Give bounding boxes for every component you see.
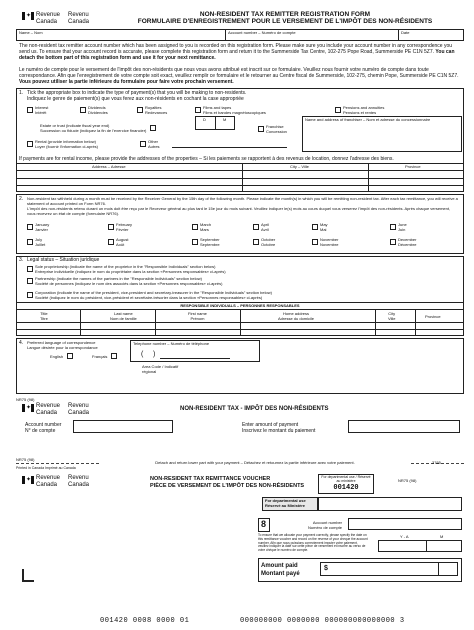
month-label: M xyxy=(223,117,227,122)
mid-enter-amount-label: Enter amount of payment Inscrivez le montant du paiement xyxy=(242,422,316,434)
section-3-number: 3. xyxy=(19,257,24,263)
month-november[interactable]: November Novembre xyxy=(312,237,338,247)
voucher-date-field[interactable] xyxy=(378,540,462,552)
mid-canada-label: Canada xyxy=(36,410,58,416)
payment-dividends[interactable]: Dividends Dividendes xyxy=(80,105,108,115)
legal-corporation[interactable]: Corporation (indicate the name of the president, vice-president and secretary-treasurer in the "Responsible Individuals" section below) Société (indiquez le nom du président, vice-président et secrétaire-trésorier dans la section «Personnes responsables» ci-après) xyxy=(27,290,272,300)
mid-amount-field[interactable] xyxy=(348,420,460,433)
month-december[interactable]: December Décembre xyxy=(390,237,416,247)
language-label: Preferred language of correspondence Langue désirée pour la correspondance xyxy=(27,340,98,350)
section-3-title: Legal status – Situation juridique xyxy=(27,257,100,263)
canada-flag-icon: ✦ xyxy=(22,476,34,484)
canada-fr-label: Canada xyxy=(68,19,90,25)
lang-french-option[interactable]: Français xyxy=(92,353,119,359)
canada-flag-icon: ✦ xyxy=(22,404,34,412)
voucher-account-field[interactable] xyxy=(348,518,462,530)
payment-films[interactable]: Films and tapes Films et bandes magnétoscopiques xyxy=(195,105,266,115)
payment-rental[interactable]: Rental (provide information below) Loyer (fournir l'information ci-après) xyxy=(27,139,98,149)
month-june[interactable]: June Juin xyxy=(390,222,407,232)
area-code-parens: ( ) xyxy=(141,351,156,358)
rental-note: If payments are for rental income, please provide the addresses of the properties – Si les paiements se rapportent à des revenus de location, donnez l'adresse des biens. xyxy=(19,156,394,162)
month-february[interactable]: February Février xyxy=(108,222,132,232)
col-last-name: Last name Nom de famille xyxy=(110,311,137,321)
voucher-dept-label: For departmental use / Réservé au ministère xyxy=(321,475,371,483)
month-may[interactable]: May Mai xyxy=(312,222,328,232)
payment-royalties[interactable]: Royalties Redevances xyxy=(137,105,167,115)
printed-in-canada: Printed in Canada Imprimé au Canada xyxy=(16,466,76,470)
mid-account-field[interactable] xyxy=(73,420,173,433)
payment-pensions[interactable]: Pensions and annuities Pensions et rentes xyxy=(335,105,384,115)
responsible-individuals-title: RESPONSIBLE INDIVIDUALS – PERSONNES RESPONSABLES xyxy=(180,303,300,308)
month-march[interactable]: March Mars xyxy=(192,222,211,232)
franchiser-label: Name and address of franchiser – Nom et adresse du concessionnaire xyxy=(305,117,431,122)
voucher-revenu-label: Revenu xyxy=(68,475,89,481)
col-city: City Ville xyxy=(388,311,396,321)
year-label: Y - A xyxy=(400,534,409,539)
month-january[interactable]: January Janvier xyxy=(27,222,49,232)
corner-mark xyxy=(22,580,34,582)
name-field[interactable]: Name – Nom xyxy=(19,30,43,35)
form-title-en: NON-RESIDENT TAX REMITTER REGISTRATION FORM xyxy=(199,11,371,18)
city-col-header: City – Ville xyxy=(290,164,309,169)
ocr-code-line: 001420 0008 0000 01 xyxy=(100,617,190,625)
voucher-eight: 8 xyxy=(261,519,267,529)
province-col-header: Province xyxy=(405,164,421,169)
col-province: Province xyxy=(425,314,441,319)
mid-revenue-label: Revenue xyxy=(36,403,61,409)
dollar-sign: $ xyxy=(324,565,328,572)
day-label: D xyxy=(203,117,206,122)
amount-paid-label: Amount paid Montant payé xyxy=(261,563,300,577)
telephone-label: Telephone number – Numéro de téléphone xyxy=(133,341,210,346)
mid-revenu-label: Revenu xyxy=(68,403,89,409)
departmental-use-label: For departmental use Réservé au Ministère xyxy=(265,498,306,508)
account-number-field[interactable]: Account number – Numéro de compte xyxy=(228,30,296,35)
date-field[interactable]: Date xyxy=(401,30,410,35)
payment-other[interactable]: Other Autres xyxy=(140,139,160,149)
voucher-canada-label: Canada xyxy=(36,482,58,488)
payment-estate-trust[interactable]: Estate or trust (indicate fiscal year end) Succession ou fiducie (indiquez la fin de l'exercice financier) xyxy=(40,123,158,133)
detach-instruction: Detach and return lower part with your payment – Détachez et retournez la partie inférieure avec votre paiement. xyxy=(100,460,410,465)
section-1-instruction: Tick the appropriate box to indicate the type of payment(s) that you will be making to non-residents. Indiquez le genre de paiement(s) que vous ferez aux non-résidents en cochant la case appropriée xyxy=(27,90,247,102)
tear-form-number: NR75 (98) xyxy=(16,457,35,462)
area-code-label: Area Code / Indicatif régional xyxy=(142,364,179,374)
mid-form-number: NR75 (98) xyxy=(16,397,35,402)
voucher-title: NON-RESIDENT TAX REMITTANCE VOUCHER PIÈCE DE VERSEMENT DE L'IMPÔT DES NON-RÉSIDENTS xyxy=(150,476,305,489)
month-september[interactable]: September Septembre xyxy=(192,237,220,247)
ocr-code-line-2: 000000000 0000000 000000000000000 3 xyxy=(240,617,405,625)
section-2-number: 2. xyxy=(19,196,24,202)
voucher-account-label: Account number Numéro de compte xyxy=(308,520,343,530)
intro-text-en: The non-resident tax remitter account number which has been assigned to you is recorded on this registration form. Please make sure you include your account number in any correspondence you send us. To ensure that your account record is accurate, please complete this registration form and return it to the Summerside Tax Centre, 102-275 Pope Road, Summerside PE C1N 5Z7. You can detach the bottom part of this registration form and use it for your next remittance. xyxy=(19,43,455,61)
legal-sole-proprietorship[interactable]: Sole proprietorship (indicate the name of the proprietor in the "Responsible Individuals" section below) Entreprise individuelle (indiquez le nom du propriétaire dans la section «Personnes responsables» ci-après) xyxy=(27,264,226,274)
section-4-number: 4. xyxy=(19,340,24,346)
intro-text-fr: Le numéro de compte pour le versement de l'impôt des non-résidents que nous vous avons attribué est inscrit sur ce formulaire. Veuillez nous fournir votre numéro de compte dans toute correspondance. Afin que l'enregistrement de votre compte soit exact, veuillez remplir ce formulaire et le retourner au Centre fiscal de Summerside, 102-275, chemin Pope, Summerside PE C1N 5Z7. Vous pouvez utiliser la partie inférieure du formulaire pour faire votre prochain versement. xyxy=(19,67,459,85)
month-october[interactable]: October Octobre xyxy=(253,237,275,247)
canada-en-label: Canada xyxy=(36,19,58,25)
voucher-form-number: NR75 (98) xyxy=(398,478,417,483)
col-home-address: Home address Adresse du domicile xyxy=(278,311,315,321)
month-april[interactable]: April Avril xyxy=(253,222,269,232)
month-august[interactable]: August Août xyxy=(108,237,128,247)
voucher-notice: To ensure that we allocate your payment correctly, please specify the date on this remittance voucher and record on the reverse of your cheque the account number. Afin que nous puissions correctement imputer votre paiement, veuillez indiquer la date sur cette pièce de versement et inscrire au verso de votre chèque le numéro de compte. xyxy=(258,533,368,553)
canada-flag-icon: ✦ xyxy=(22,12,34,20)
payment-interest[interactable]: Interest Intérêt xyxy=(27,105,48,115)
form-title-fr: FORMULAIRE D'ENREGISTREMENT POUR LE VERSEMENT DE L'IMPÔT DES NON-RÉSIDENTS xyxy=(137,18,433,25)
voucher-code: 001420 xyxy=(333,484,359,492)
payment-franchise[interactable]: Franchise Concession xyxy=(258,124,287,134)
address-col-header: Address – Adresse xyxy=(92,164,126,169)
mid-title: NON-RESIDENT TAX - IMPÔT DES NON-RÉSIDENTS xyxy=(180,406,329,412)
month-label: M xyxy=(440,534,444,539)
col-first-name: First name Prénom xyxy=(188,311,207,321)
mid-canada-fr-label: Canada xyxy=(68,410,90,416)
voucher-revenue-label: Revenue xyxy=(36,475,61,481)
lang-english-option[interactable]: English xyxy=(50,353,75,359)
section-1-number: 1. xyxy=(19,90,24,96)
month-july[interactable]: July Juillet xyxy=(27,237,45,247)
revenu-label: Revenu xyxy=(68,12,89,18)
voucher-canada-fr-label: Canada xyxy=(68,482,90,488)
section-2-text: Non-resident tax withheld during a month must be received by the Receiver General by the 15th day of the following month. Please indicate the month(s) in which you will be remitting non-resident tax. After each tax remittance, you will receive a statement of account printed on Form NR76. L'impôt des non-résidents retenu durant un mois doit être reçu par le Receveur général au plus tard le 15e jour du mois suivant. Veuillez indiquer le(s) mois au cours duquel vous verserez l'impôt des non-résidents. Après chaque versement, vous recevrez un état de compte (formulaire NR76). xyxy=(27,196,458,216)
form-code: 3765 xyxy=(432,460,441,465)
departmental-use-field xyxy=(318,497,462,511)
col-title: Title Titre xyxy=(40,311,48,321)
mid-account-label: Account number N° de compte xyxy=(25,422,62,434)
revenue-label: Revenue xyxy=(36,12,61,18)
legal-partnership[interactable]: Partnership (indicate the names of the partners in the "Responsible Individuals" section below) Société de personnes (indiquez le nom des associés dans la section «Personnes responsables» ci-après) xyxy=(27,276,222,286)
